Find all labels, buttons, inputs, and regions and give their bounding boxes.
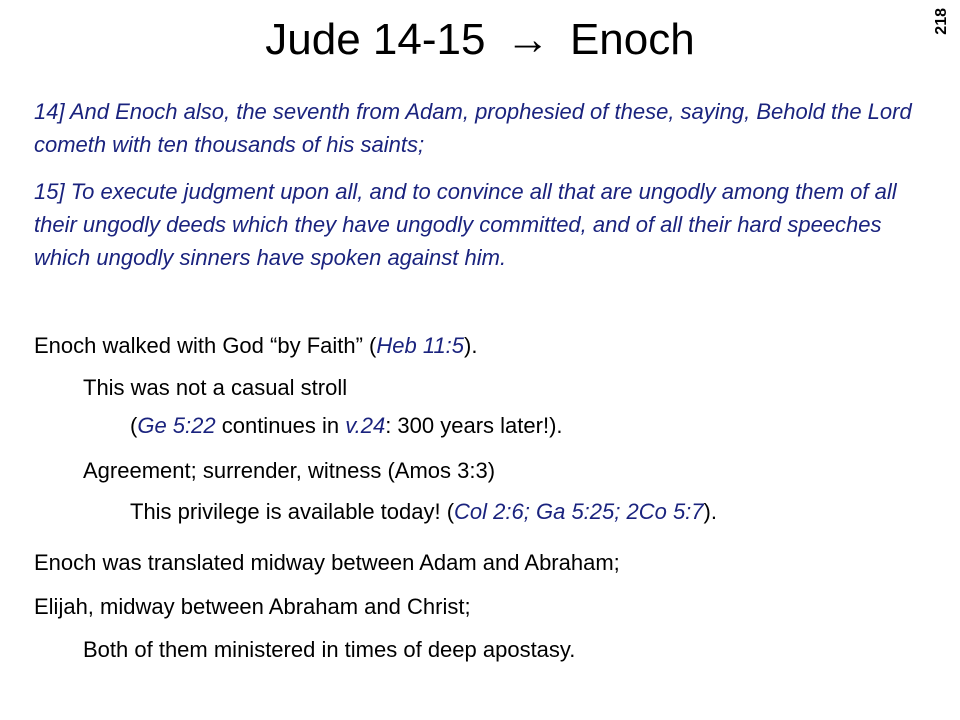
slide-title [0,12,960,68]
scripture-reference: Ge 5:22 [137,413,216,438]
point-walked-with-god [34,331,477,361]
walked-text: Enoch walked with God “by Faith” ( [34,333,377,358]
gen-close: : 300 years later!). [385,413,563,438]
scripture-reference: v.24 [345,413,386,438]
gen-middle: continues in [215,413,346,438]
point-apostasy: Both of them ministered in times of deep apostasy. [83,637,576,662]
point-agreement: Agreement; surrender, witness (Amos 3:3) [83,458,496,483]
page-number: 218 [933,8,950,35]
verse-14: 14] And Enoch also, the seventh from Adam, prophesied of these, saying, Behold the Lord cometh with ten thousands of his saints; [34,99,912,157]
title-subject: Enoch [569,15,695,64]
point-casual-stroll: This was not a casual stroll [83,375,348,400]
scripture-references: Col 2:6; Ga 5:25; 2Co 5:7 [454,499,704,524]
verse-15: 15] To execute judgment upon all, and to convince all that are ungodly among them of all their ungodly deeds which they have ungodly committed, and of all their hard speeches which ungodly sinners have spoken against him. [34,179,897,270]
point-enoch-translated: Enoch was translated midway between Adam and Abraham; [34,550,620,575]
right-arrow-icon: → [505,15,550,64]
paren-open: ( [130,413,138,438]
privilege-close: ). [703,499,717,524]
privilege-text: This privilege is available today! ( [130,499,455,524]
walked-close: ). [464,333,478,358]
point-genesis-reference [130,411,563,441]
point-elijah: Elijah, midway between Abraham and Christ; [34,594,471,619]
title-reference: Jude 14-15 [265,15,486,64]
scripture-reference: Heb 11:5 [376,333,465,358]
point-privilege [130,497,717,527]
